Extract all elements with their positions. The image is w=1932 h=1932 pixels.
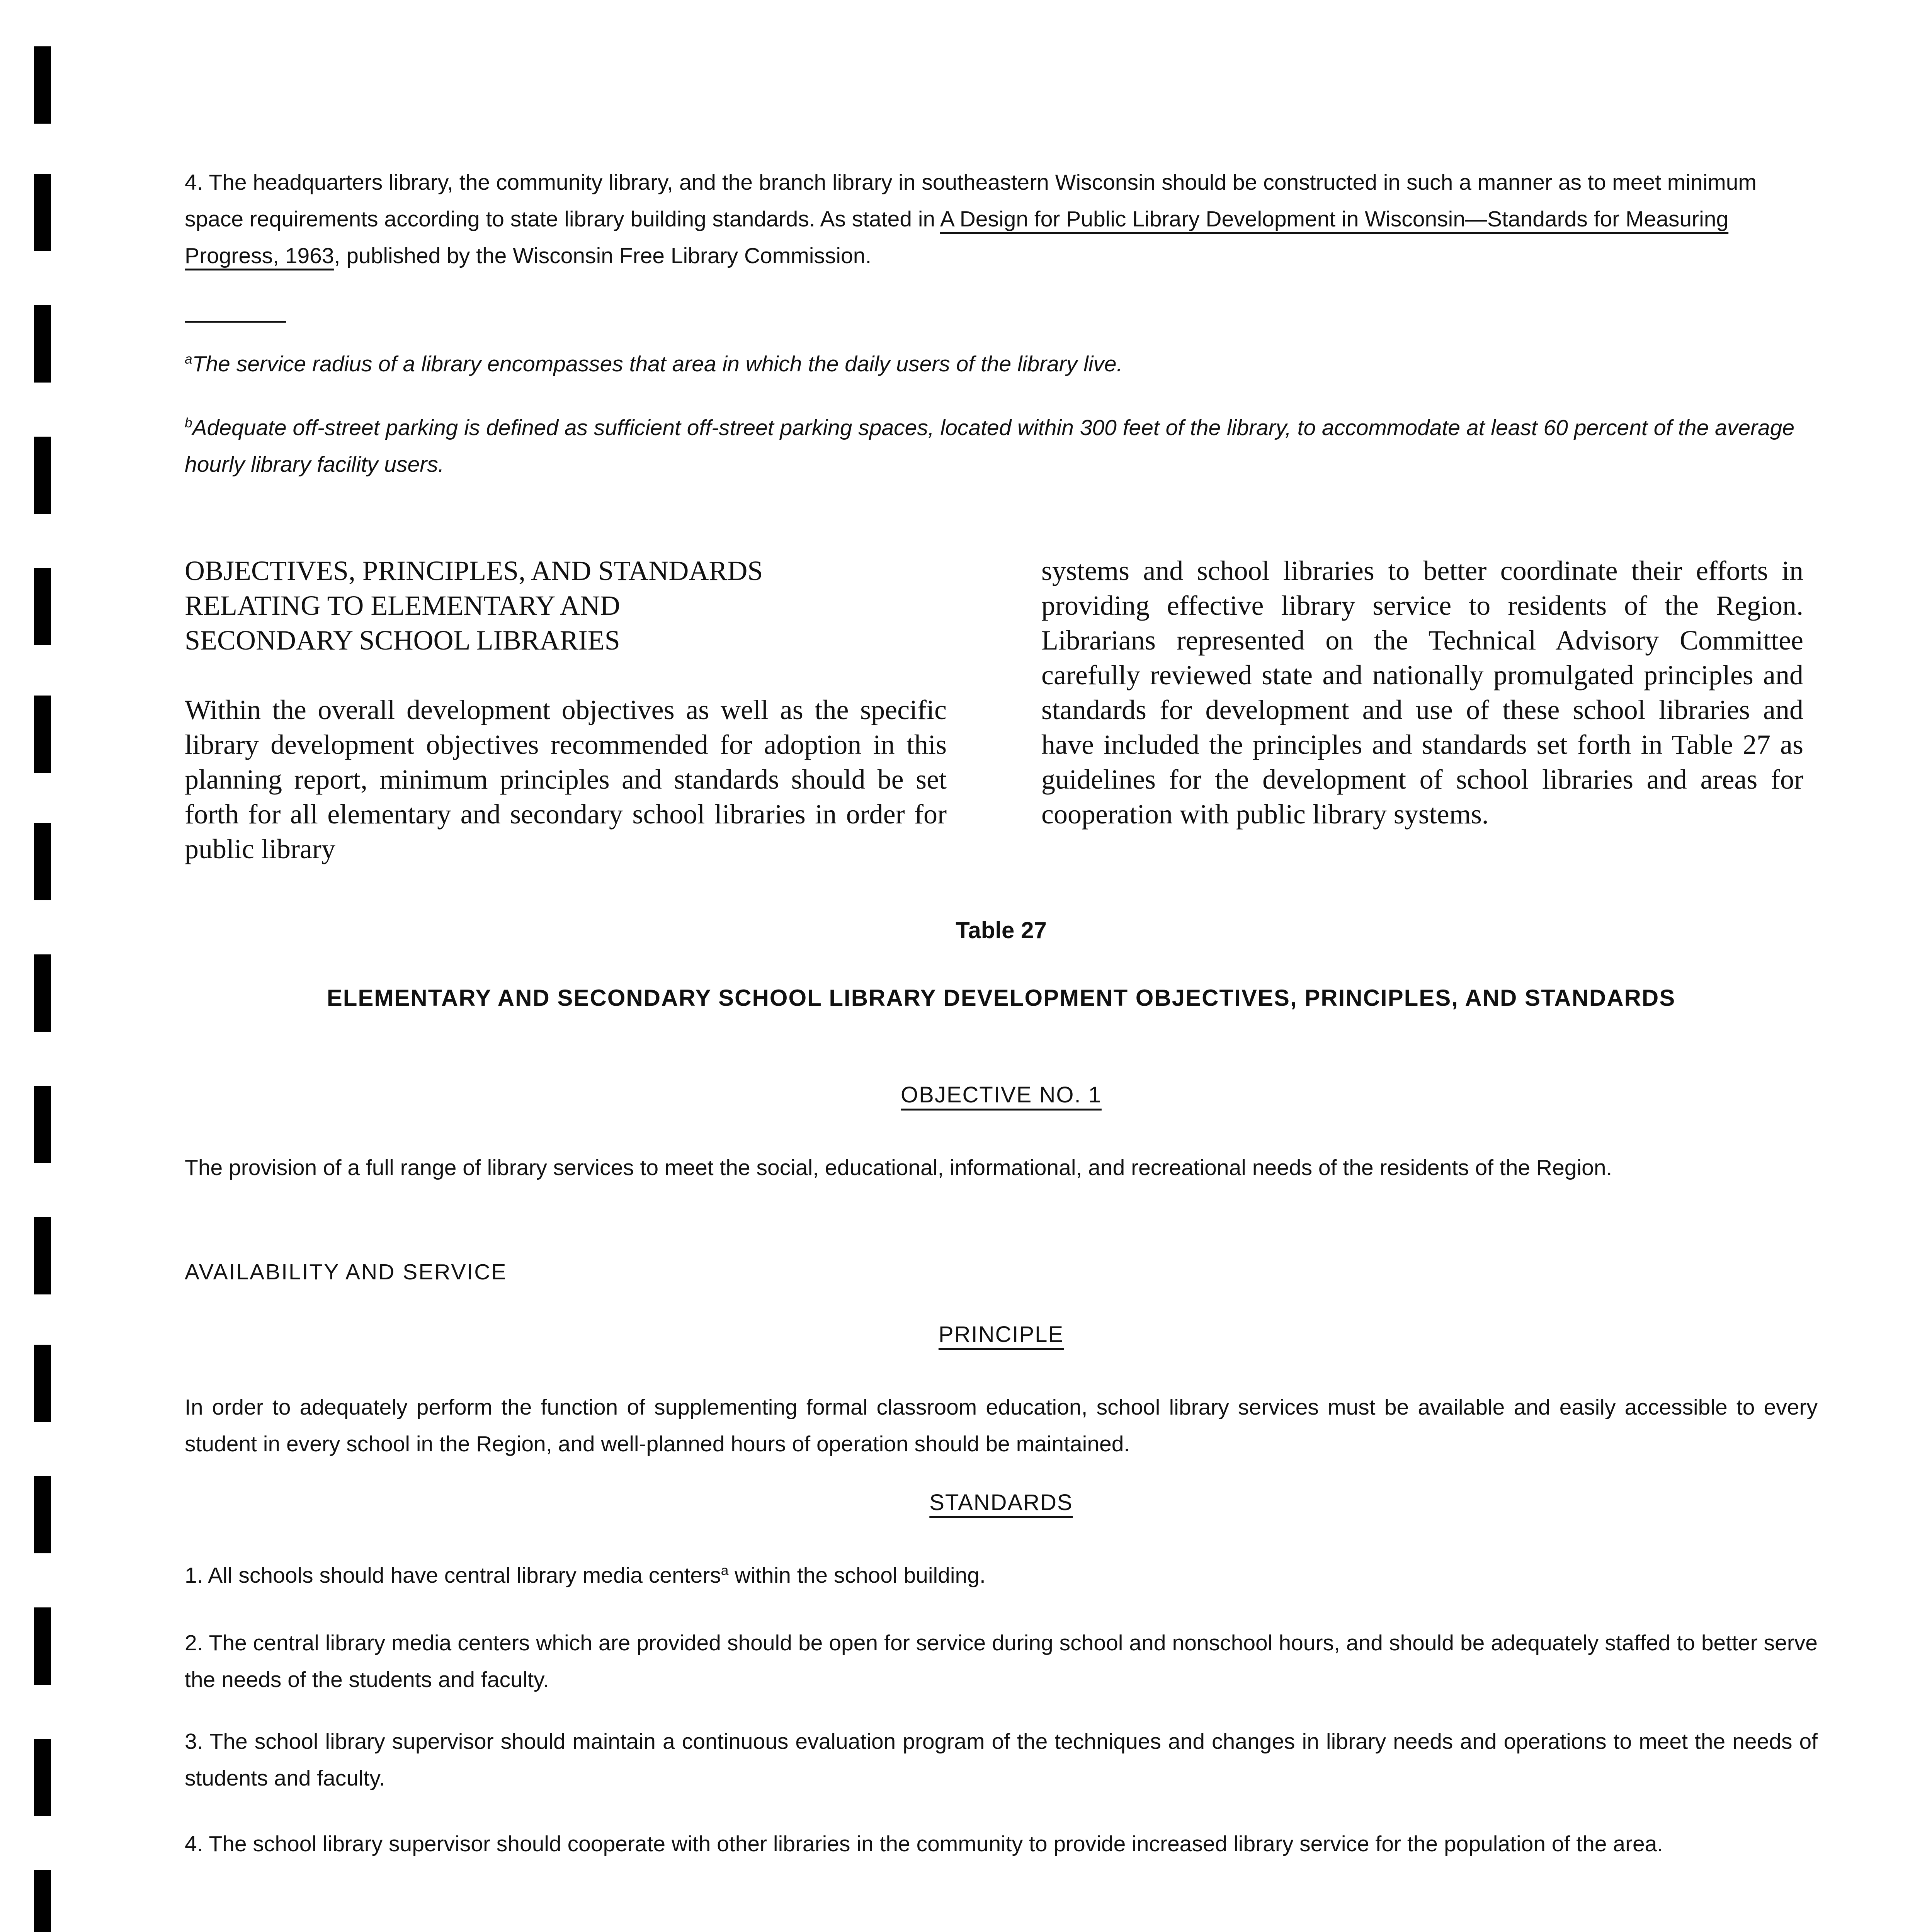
section-left-column: [185, 553, 947, 866]
principle-text: In order to adequately perform the function of supplementing formal classroom education, school library services must be available and easily accessible to every student in every school in the Region, and well-planned hours of operation should be maintained.: [185, 1395, 1818, 1456]
footnote-marker: b: [185, 415, 192, 430]
footnote-text: Adequate off-street parking is defined as sufficient off-street parking spaces, located within 300 feet of the library, to accommodate at least 60 percent of the average hourly library facility users.: [185, 415, 1795, 477]
section-left-text: Within the overall development objectives as well as the specific library development objectives recommended for adoption in this planning report, minimum principles and standards should be set forth for all elementary and secondary school libraries in order for public library: [185, 694, 947, 864]
binding-mark: [34, 954, 51, 1032]
standard-4: 4. The school library supervisor should cooperate with other libraries in the community to provide increased library service for the population of the area.: [185, 1832, 1663, 1856]
table-label: Table 27: [956, 917, 1047, 943]
standard-text: within the school building.: [728, 1563, 986, 1588]
section-heading-line: SECONDARY SCHOOL LIBRARIES: [185, 625, 620, 656]
binding-mark: [34, 305, 51, 383]
binding-mark: [34, 568, 51, 645]
binding-mark: [34, 696, 51, 773]
standard-3: 3. The school library supervisor should maintain a continuous evaluation program of the techniques and changes in library needs and operations to meet the needs of students and faculty.: [185, 1729, 1818, 1791]
section-right-text: systems and school libraries to better coordinate their efforts in providing effective library service to residents of the Region. Librarians represented on the Technical Advisory Committee carefully reviewed state and nationally promulgated principles and standards for development and use of these school libraries and have included the principles and standards set forth in Table 27 as guidelines for the development of school libraries and areas for cooperation with public library systems.: [1041, 555, 1803, 830]
footnote-divider: [185, 321, 286, 323]
collection-heading: [185, 1928, 1818, 1932]
footnote-marker: a: [185, 352, 192, 367]
footnote-a: [185, 346, 1818, 383]
binding-mark: [34, 1345, 51, 1422]
binding-mark: [34, 823, 51, 900]
binding-mark: [34, 1217, 51, 1294]
binding-mark: [34, 1739, 51, 1816]
standard-2: 2. The central library media centers which are provided should be open for service during school and nonschool hours, and should be adequately staffed to better serve the needs of the students and faculty.: [185, 1631, 1818, 1692]
publication-title: A Design for Public Library Development in Wisconsin—Standards for Measuring Progress, 1963: [185, 207, 1729, 268]
paragraph-4-text: 4. The headquarters library, the community library, and the branch library in southeastern Wisconsin should be constructed in such a manner as to meet minimum space requirements according to state library building standards. As stated in: [185, 170, 1757, 231]
principle-heading: PRINCIPLE: [938, 1322, 1064, 1347]
table-title: ELEMENTARY AND SECONDARY SCHOOL LIBRARY DEVELOPMENT OBJECTIVES, PRINCIPLES, AND STANDARDS: [327, 985, 1676, 1011]
binding-mark: [34, 1870, 51, 1932]
binding-mark: [34, 1476, 51, 1553]
footnote-b: [185, 410, 1818, 483]
section-heading-line: RELATING TO ELEMENTARY AND: [185, 590, 620, 621]
binding-mark: [34, 1086, 51, 1163]
binding-mark: [34, 46, 51, 124]
section-heading: [185, 553, 947, 658]
section-heading-line: OBJECTIVES, PRINCIPLES, AND STANDARDS: [185, 555, 763, 586]
standard-1: [185, 1557, 1818, 1594]
objective-text: The provision of a full range of library services to meet the social, educational, informational, and recreational needs of the residents of the Region.: [185, 1155, 1612, 1180]
objective-heading: OBJECTIVE NO. 1: [901, 1082, 1102, 1107]
standards-heading: STANDARDS: [929, 1490, 1073, 1515]
paragraph-4-text-end: , published by the Wisconsin Free Library Commission.: [334, 243, 872, 268]
footnote-text: The service radius of a library encompasses that area in which the daily users of the library live.: [192, 352, 1123, 376]
footnote-marker: a: [721, 1563, 729, 1578]
paragraph-4: [185, 164, 1818, 274]
standard-text: 1. All schools should have central library media centers: [185, 1563, 721, 1588]
binding-mark: [34, 1607, 51, 1685]
availability-heading: AVAILABILITY AND SERVICE: [185, 1260, 507, 1284]
binding-mark: [34, 174, 51, 251]
binding-mark: [34, 437, 51, 514]
